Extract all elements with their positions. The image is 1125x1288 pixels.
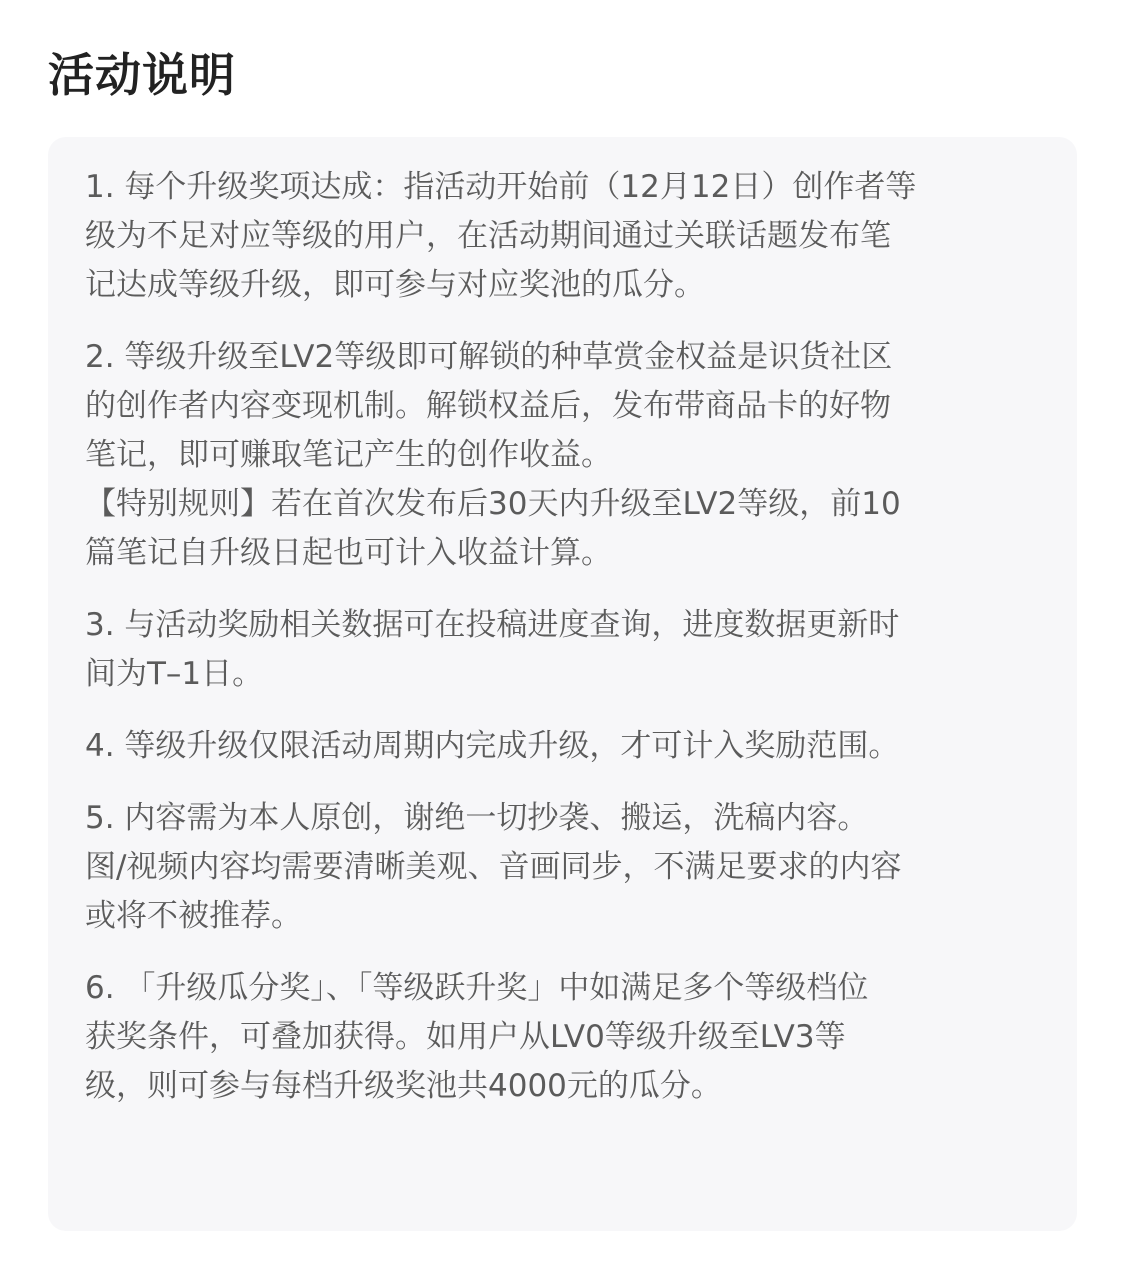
rule-item	[85, 601, 1037, 699]
rules-card	[48, 137, 1077, 1231]
rule-line: 级，则可参与每档升级奖池共4000元的瓜分。	[85, 1068, 722, 1104]
rule-item	[85, 163, 1037, 310]
rule-line: 【特别规则】若在首次发布后30天内升级至LV2等级，前10	[85, 486, 901, 522]
rule-line: 3. 与活动奖励相关数据可在投稿进度查询，进度数据更新时	[85, 607, 900, 643]
rule-line: 5. 内容需为本人原创，谢绝一切抄袭、搬运，洗稿内容。	[85, 800, 869, 836]
rule-line: 级为不足对应等级的用户，在活动期间通过关联话题发布笔	[85, 218, 891, 254]
rule-line: 记达成等级升级，即可参与对应奖池的瓜分。	[85, 267, 705, 303]
rule-item	[85, 964, 1037, 1111]
rule-line: 4. 等级升级仅限活动周期内完成升级，才可计入奖励范围。	[85, 728, 900, 764]
rule-line: 获奖条件，可叠加获得。如用户从LV0等级升级至LV3等	[85, 1019, 846, 1055]
rule-line: 1. 每个升级奖项达成：指活动开始前（12月12日）创作者等	[85, 169, 917, 205]
rule-item	[85, 333, 1037, 578]
rule-line: 笔记，即可赚取笔记产生的创作收益。	[85, 437, 612, 473]
rule-line: 间为T–1日。	[85, 656, 264, 692]
rule-line: 图/视频内容均需要清晰美观、音画同步，不满足要求的内容	[85, 849, 902, 885]
rule-line: 篇笔记自升级日起也可计入收益计算。	[85, 535, 612, 571]
rule-line: 或将不被推荐。	[85, 898, 302, 934]
rule-item	[85, 722, 1037, 771]
page-title: 活动说明	[48, 48, 236, 102]
rule-line: 的创作者内容变现机制。解锁权益后，发布带商品卡的好物	[85, 388, 891, 424]
rule-line: 6. 「升级瓜分奖」、「等级跃升奖」中如满足多个等级档位	[85, 970, 869, 1006]
rule-item	[85, 794, 1037, 941]
rule-line: 2. 等级升级至LV2等级即可解锁的种草赏金权益是识货社区	[85, 339, 893, 375]
